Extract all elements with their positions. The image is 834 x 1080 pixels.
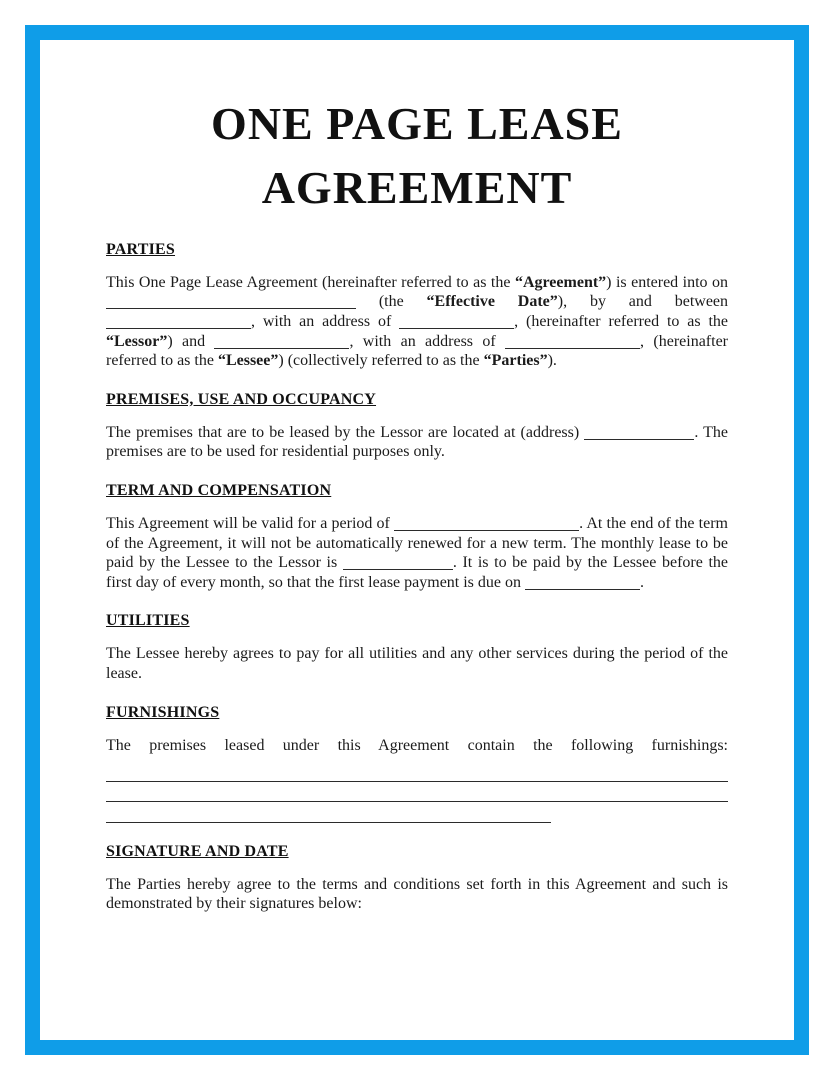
- section-utilities: [106, 612, 728, 683]
- bold-term: “Lessor”: [106, 332, 168, 350]
- document-title-line2: AGREEMENT: [261, 162, 573, 214]
- page-border: [25, 25, 809, 1055]
- paragraph-premises: The premises that are to be leased by the Lessor are located at (address) . The premises are to be used for residential purposes only.: [106, 423, 728, 461]
- blank-lessee-address: [505, 335, 640, 349]
- furnishings-line-1: [106, 761, 728, 782]
- document-title-line1: ONE PAGE LEASE: [211, 98, 623, 149]
- paragraph-signature: The Parties hereby agree to the terms and conditions set forth in this Agreement and such is demonstrated by their signatures below:: [106, 875, 728, 913]
- section-heading-term: TERM AND COMPENSATION: [106, 481, 332, 499]
- section-premises: [106, 391, 728, 462]
- bold-term: “Effective Date”: [426, 293, 558, 311]
- section-heading-signature: SIGNATURE AND DATE: [106, 842, 289, 860]
- section-term: [106, 482, 728, 592]
- furnishings-line-3: [106, 802, 551, 823]
- blank-lessor-address: [399, 315, 514, 329]
- section-parties: [106, 241, 728, 371]
- blank-lessee-name: [214, 335, 349, 349]
- document-body: [40, 40, 794, 914]
- paragraph-utilities: The Lessee hereby agrees to pay for all utilities and any other services during the period of the lease.: [106, 645, 728, 682]
- bold-term: “Lessee”: [217, 352, 279, 370]
- section-heading-furnishings: FURNISHINGS: [106, 703, 220, 721]
- bold-term: “Agreement”: [514, 273, 607, 291]
- blank-lease-period: [394, 517, 579, 531]
- blank-monthly-lease-amount: [343, 556, 453, 570]
- blank-effective-date: [106, 295, 356, 309]
- bold-term: “Parties”: [483, 352, 548, 370]
- blank-premises-address: [584, 426, 694, 440]
- furnishings-line-2: [106, 782, 728, 803]
- section-heading-premises: PREMISES, USE AND OCCUPANCY: [106, 390, 377, 408]
- section-heading-parties: PARTIES: [106, 240, 176, 258]
- section-furnishings: [106, 704, 728, 823]
- blank-lessor-name: [106, 315, 251, 329]
- furnishings-blank-lines: [106, 761, 728, 823]
- paragraph-furnishings: The premises leased under this Agreement contain the following furnishings:: [106, 736, 728, 754]
- paragraph-parties: This One Page Lease Agreement (hereinafter referred to as the “Agreement”) is entered into on (the “Effective Date”), by and between , with an address of , (hereinafter referred to as the “Lessor”) and , with an address of , (hereinafter referred to as the “Lessee”) (collectively referred to as the “Parties”).: [106, 273, 729, 370]
- paragraph-term: This Agreement will be valid for a period of . At the end of the term of the Agreement, it will not be automatically renewed for a new term. The monthly lease to be paid by the Lessee to the Lessor is . It is to be paid by the Lessee before the first day of every month, so that the first lease payment is due on .: [106, 514, 728, 591]
- document-title: [106, 92, 728, 221]
- section-signature: [106, 843, 728, 914]
- section-heading-utilities: UTILITIES: [106, 612, 190, 630]
- blank-first-payment-date: [525, 576, 640, 590]
